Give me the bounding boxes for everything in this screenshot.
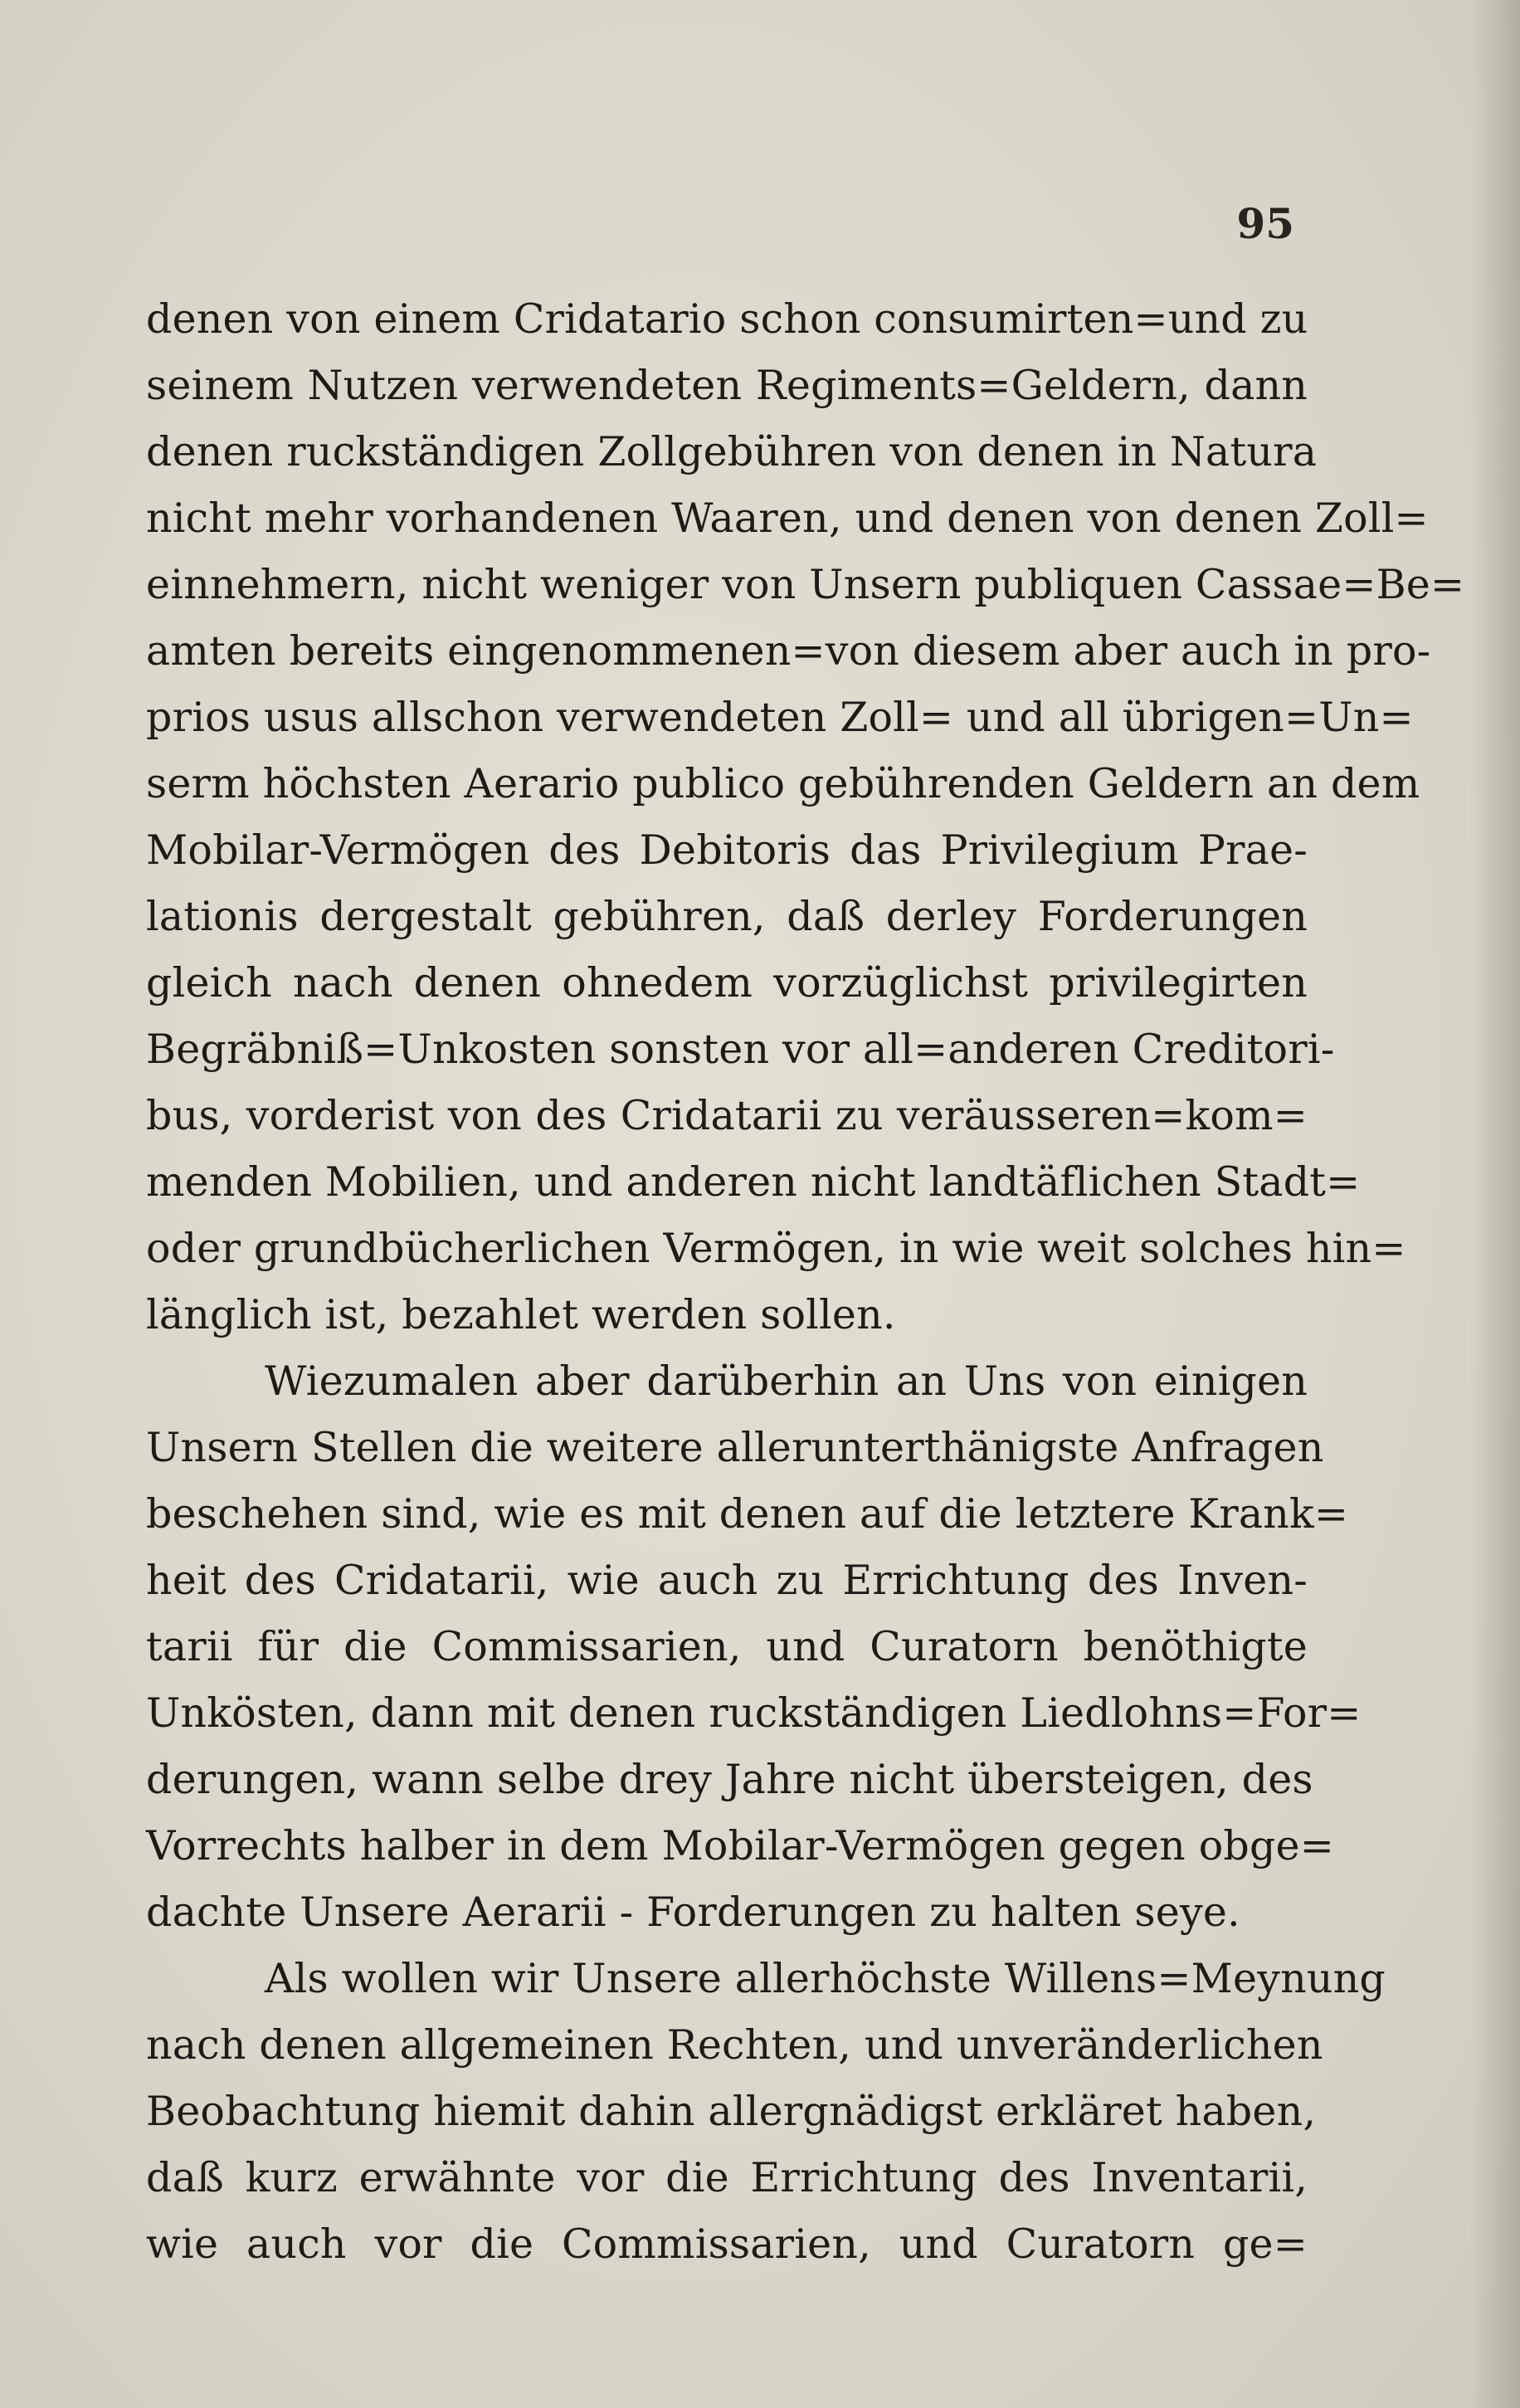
text-line: Als wollen wir Unsere allerhöchste Willens=Meynung — [265, 1955, 1386, 2002]
paragraph-1 — [146, 286, 1465, 1348]
text-line: Vorrechts halber in dem Mobilar-Vermögen gegen obge= — [146, 1822, 1334, 1869]
text-line: heit des Cridatarii, wie auch zu Errichtung des Inven- — [146, 1557, 1308, 1604]
page-edge-shadow — [1470, 0, 1520, 2408]
text-line: beschehen sind, wie es mit denen auf die letztere Krank= — [146, 1490, 1349, 1538]
text-line: derungen, wann selbe drey Jahre nicht übersteigen, des — [146, 1756, 1313, 1803]
text-line: dachte Unsere Aerarii - Forderungen zu halten seye. — [146, 1889, 1240, 1936]
text-line: Unkösten, dann mit denen ruckständigen Liedlohns=For= — [146, 1689, 1362, 1737]
text-line: Mobilar-Vermögen des Debitoris das Privilegium Prae- — [146, 826, 1308, 874]
text-line: lationis dergestalt gebühren, daß derley Forderungen — [146, 893, 1308, 940]
text-line: amten bereits eingenommenen=von diesem aber auch in pro- — [146, 627, 1431, 675]
text-line: Beobachtung hiemit dahin allergnädigst erkläret haben, — [146, 2088, 1317, 2135]
text-line: bus, vorderist von des Cridatarii zu veräusseren=kom= — [146, 1092, 1308, 1139]
text-line: menden Mobilien, und anderen nicht landtäflichen Stadt= — [146, 1158, 1361, 1206]
text-line: seinem Nutzen verwendeten Regiments=Geldern, dann — [146, 362, 1308, 409]
text-line: serm höchsten Aerario publico gebührenden Geldern an dem — [146, 760, 1420, 807]
text-line: oder grundbücherlichen Vermögen, in wie weit solches hin= — [146, 1225, 1406, 1272]
paragraph-2 — [146, 1348, 1362, 1946]
text-line: Unsern Stellen die weitere allerunterthänigste Anfragen — [146, 1424, 1324, 1471]
text-line: einnehmern, nicht weniger von Unsern publiquen Cassae=Be= — [146, 561, 1465, 608]
text-line: gleich nach denen ohnedem vorzüglichst privilegirten — [146, 959, 1308, 1007]
text-line: Begräbniß=Unkosten sonsten vor all=anderen Creditori- — [146, 1026, 1335, 1073]
text-line: wie auch vor die Commissarien, und Curatorn ge= — [146, 2220, 1308, 2268]
text-line: tarii für die Commissarien, und Curatorn benöthigte — [146, 1623, 1308, 1670]
page-number: 95 — [1236, 199, 1294, 248]
text-line: denen ruckständigen Zollgebühren von denen in Natura — [146, 428, 1318, 475]
body-text — [146, 286, 1465, 2278]
paragraph-3 — [146, 1946, 1386, 2278]
text-line: nicht mehr vorhandenen Waaren, und denen von denen Zoll= — [146, 495, 1429, 542]
text-line: denen von einem Cridatario schon consumirten=und zu — [146, 295, 1308, 343]
text-line: prios usus allschon verwendeten Zoll= und all übrigen=Un= — [146, 694, 1414, 741]
text-line: daß kurz erwähnte vor die Errichtung des Inventarii, — [146, 2154, 1308, 2201]
text-line: Wiezumalen aber darüberhin an Uns von einigen — [265, 1358, 1308, 1405]
text-line: länglich ist, bezahlet werden sollen. — [146, 1291, 896, 1338]
text-line: nach denen allgemeinen Rechten, und unveränderlichen — [146, 2021, 1323, 2069]
